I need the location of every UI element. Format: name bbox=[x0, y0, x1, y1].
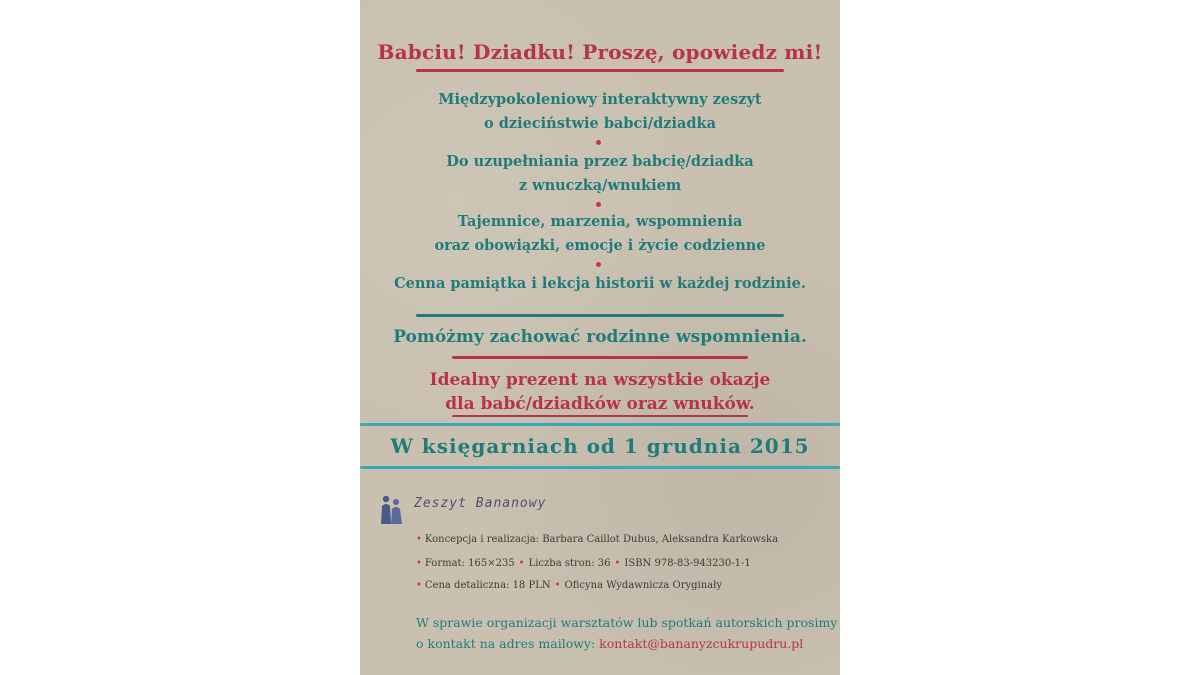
feature-3-line2: oraz obowiązki, emocje i życie codzienne bbox=[434, 237, 766, 254]
contact-line-1: W sprawie organizacji warsztatów lub spotkań autorskich prosimy bbox=[416, 615, 838, 630]
bullet-dot bbox=[596, 140, 601, 145]
feature-3-line1: Tajemnice, marzenia, wspomnienia bbox=[457, 213, 743, 230]
bullet-icon: • bbox=[554, 580, 561, 591]
poster bbox=[360, 0, 840, 675]
title-underline bbox=[416, 69, 784, 72]
concept-line bbox=[416, 534, 778, 545]
pages-text: Liczba stron: 36 bbox=[528, 558, 611, 569]
bullet-dot bbox=[596, 202, 601, 207]
concept-text: Koncepcja i realizacja: Barbara Caillot Dubus, Aleksandra Karkowska bbox=[424, 534, 779, 545]
bullet-icon: • bbox=[416, 558, 422, 569]
feature-1-line2: o dzieciństwie babci/dziadka bbox=[484, 115, 716, 132]
red-divider-bottom bbox=[452, 415, 748, 417]
feature-3 bbox=[360, 210, 840, 258]
cyan-band-top bbox=[360, 423, 840, 426]
gift-line-2: dla babć/dziadków oraz wnuków. bbox=[445, 394, 755, 414]
feature-2 bbox=[360, 150, 840, 198]
format-line bbox=[416, 558, 751, 569]
poster-title: Babciu! Dziadku! Proszę, opowiedz mi! bbox=[377, 40, 823, 64]
red-divider bbox=[452, 356, 748, 359]
bullet-icon: • bbox=[518, 558, 525, 569]
series-name: Zeszyt Bananowy bbox=[414, 496, 547, 511]
availability-text: W księgarniach od 1 grudnia 2015 bbox=[390, 434, 810, 458]
contact-prefix: o kontakt na adres mailowy: bbox=[416, 636, 596, 651]
bullet-icon: • bbox=[614, 558, 621, 569]
gift-text bbox=[360, 368, 840, 416]
silhouette-figures-icon bbox=[378, 494, 404, 524]
format-text: Format: 165×235 bbox=[424, 558, 515, 569]
bullet-dot bbox=[596, 262, 601, 267]
preserve-memories-text: Pomóżmy zachować rodzinne wspomnienia. bbox=[393, 327, 807, 347]
isbn-text: ISBN 978-83-943230-1-1 bbox=[624, 558, 751, 569]
feature-4-line1: Cenna pamiątka i lekcja historii w każdej rodzinie. bbox=[394, 275, 806, 292]
price-text: Cena detaliczna: 18 PLN bbox=[424, 580, 551, 591]
feature-2-line1: Do uzupełniania przez babcię/dziadka bbox=[446, 153, 754, 170]
contact-block bbox=[416, 612, 837, 654]
bullet-icon: • bbox=[416, 534, 422, 545]
publishing-house-text: Oficyna Wydawnicza Oryginały bbox=[564, 580, 723, 591]
cyan-band-bottom bbox=[360, 466, 840, 469]
bullet-icon: • bbox=[416, 580, 422, 591]
contact-line-2 bbox=[416, 633, 837, 654]
feature-2-line2: z wnuczką/wnukiem bbox=[518, 177, 682, 194]
feature-1 bbox=[360, 88, 840, 136]
feature-4 bbox=[360, 272, 840, 296]
feature-1-line1: Międzypokoleniowy interaktywny zeszyt bbox=[438, 91, 762, 108]
gift-line-1: Idealny prezent na wszystkie okazje bbox=[429, 370, 771, 390]
price-line bbox=[416, 580, 722, 591]
teal-divider bbox=[416, 314, 784, 317]
contact-email-link[interactable]: kontakt@bananyzcukrupudru.pl bbox=[599, 636, 804, 651]
